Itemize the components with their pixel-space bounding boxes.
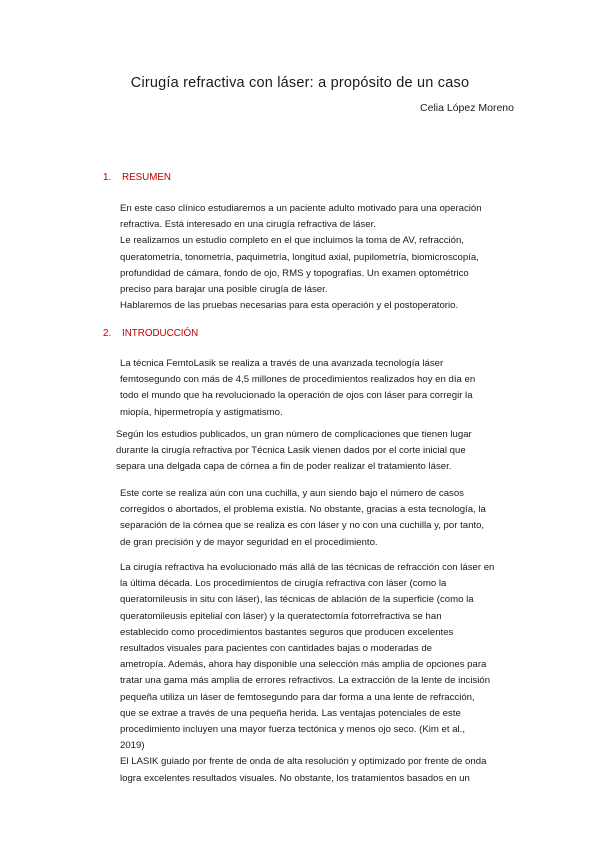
- text-line: queratometría, tonometría, paquimetría, longitud axial, pupilometría, biomicroscopía,: [120, 251, 479, 263]
- paragraph: [120, 201, 510, 314]
- text-line: La técnica FemtoLasik se realiza a través de una avanzada tecnología láser: [120, 358, 444, 369]
- paragraph: [120, 356, 510, 421]
- text-line: profundidad de cámara, fondo de ojo, RMS y topografías. Un examen optométrico: [120, 267, 469, 279]
- text-line: queratomileusis epitelial con láser) y la queratectomía fotorrefractiva se han: [120, 610, 442, 622]
- text-line: Le realizamos un estudio completo en el que incluimos la toma de AV, refracción,: [120, 235, 464, 247]
- text-line: refractiva. Está interesado en una cirugía refractiva de láser.: [120, 219, 376, 231]
- text-line: queratomileusis in situ con láser), las técnicas de ablación de la superficie (como la: [120, 594, 474, 606]
- text-line: Hablaremos de las pruebas necesarias para esta operación y el postoperatorio.: [120, 300, 459, 312]
- text-line: durante la cirugía refractiva por Técnica Lasik vienen dados por el corte inicial que: [116, 445, 466, 457]
- text-line: ametropía. Además, ahora hay disponible una selección más amplia de opciones para: [120, 659, 487, 671]
- text-line: femtosegundo con más de 4,5 millones de procedimientos realizados hoy en día en: [120, 374, 476, 386]
- text-line: la última década. Los procedimientos de cirugía refractiva con láser (como la: [120, 578, 447, 590]
- text-line: En este caso clínico estudiaremos a un paciente adulto motivado para una operación: [120, 203, 482, 214]
- section-heading-introduccion: [103, 328, 198, 339]
- text-line: La cirugía refractiva ha evolucionado más allá de las técnicas de refracción con láser en: [120, 562, 495, 573]
- paragraph: [120, 560, 510, 787]
- text-line: miopía, hipermetropía y astigmatismo.: [120, 406, 283, 418]
- paragraph: [120, 486, 510, 551]
- section-title: RESUMEN: [122, 172, 171, 183]
- text-line: resultados visuales para pacientes con cantidades bajas o moderadas de: [120, 643, 432, 655]
- text-line: separa una delgada capa de córnea a fin de poder realizar el tratamiento láser.: [116, 461, 452, 473]
- text-line: que se extrae a través de una pequeña herida. Las ventajas potenciales de este: [120, 707, 461, 719]
- section-heading-resumen: [103, 172, 171, 183]
- document-author: Celia López Moreno: [420, 102, 514, 114]
- text-line: preciso para barajar una posible cirugía de láser.: [120, 284, 328, 296]
- text-line: Según los estudios publicados, un gran número de complicaciones que tienen lugar: [116, 429, 472, 440]
- document-title: Cirugía refractiva con láser: a propósito de un caso: [130, 75, 470, 91]
- text-line: todo el mundo que ha revolucionado la operación de ojos con láser para corregir la: [120, 390, 473, 402]
- text-line: tratar una gama más amplia de errores refractivos. La extracción de la lente de incisión: [120, 675, 491, 687]
- text-line: Este corte se realiza aún con una cuchilla, y aun siendo bajo el número de casos: [120, 488, 464, 499]
- text-line: separación de la córnea que se realiza es con láser y no con una cuchilla y, por tanto,: [120, 520, 485, 532]
- text-line: procedimiento incluyen una mayor fuerza tectónica y menos ojo seco. (Kim et al.,: [120, 724, 466, 736]
- text-line: establecido como procedimientos bastantes seguros que producen excelentes: [120, 626, 454, 638]
- text-line: pequeña utiliza un láser de femtosegundo para dar forma a una lente de refracción,: [120, 691, 475, 703]
- section-title: INTRODUCCIÓN: [122, 328, 199, 339]
- text-line: El LASIK guiado por frente de onda de alta resolución y optimizado por frente de onda: [120, 756, 487, 768]
- text-line: logra excelentes resultados visuales. No obstante, los tratamientos basados en un: [120, 772, 470, 784]
- text-line: de gran precisión y de mayor seguridad en el procedimiento.: [120, 536, 378, 548]
- text-line: corregidos o abortados, el problema existía. No obstante, gracias a esta tecnología, la: [120, 504, 486, 516]
- section-number: 2.: [103, 328, 112, 339]
- paragraph: [116, 427, 506, 476]
- text-line: 2019): [120, 740, 145, 752]
- section-number: 1.: [103, 172, 112, 183]
